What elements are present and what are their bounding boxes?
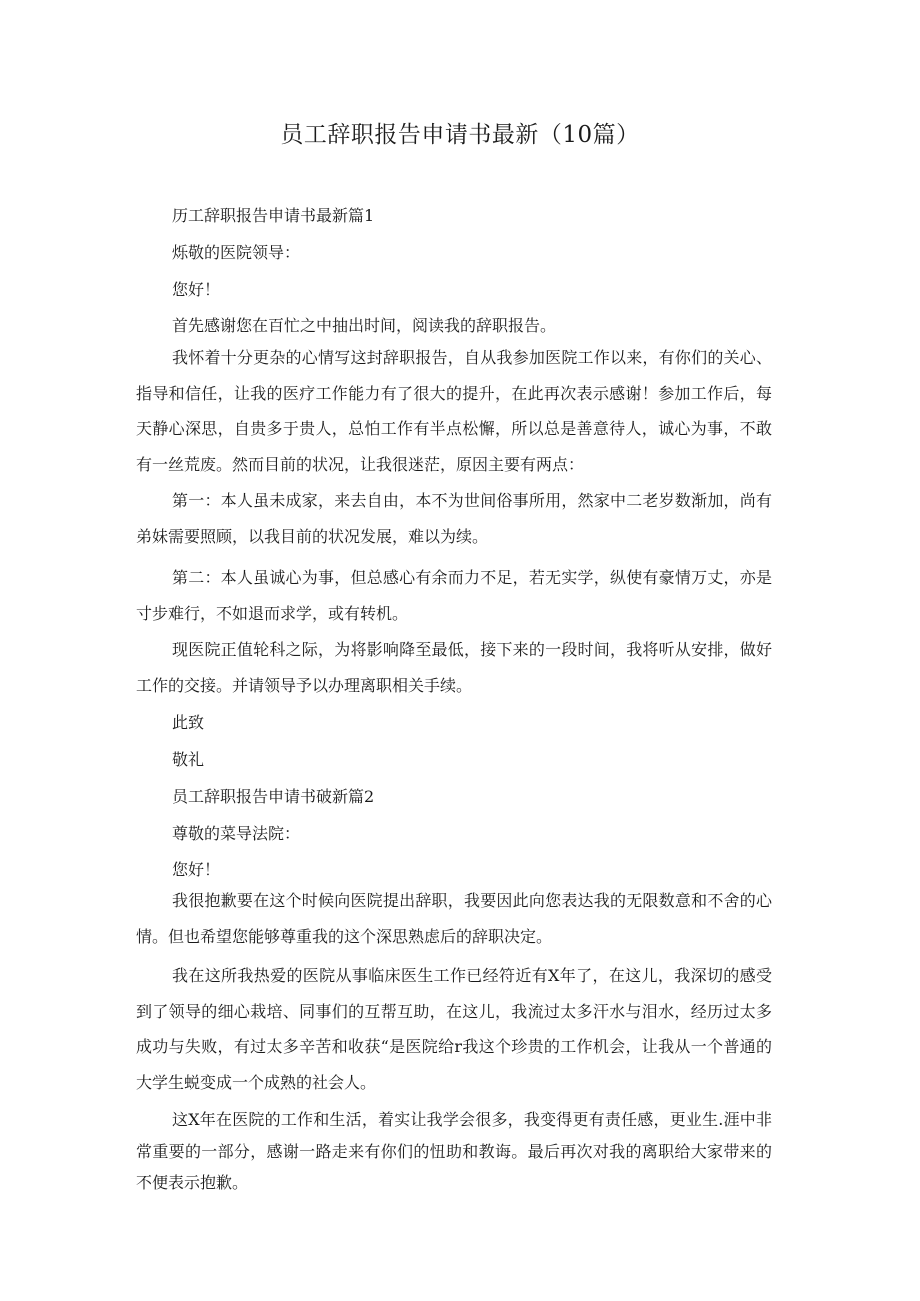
paragraph-handover: 现医院正值轮科之际，为将影响降至最低，接下来的一段时间，我将听从安排，做好工作的交接。并请领导予以办理离职相关手续。	[136, 640, 772, 695]
paragraph-reason-1: 第一：本人虽未成家，来去自由，本不为世间俗事所用，然家中二老岁数渐加，尚有弟妹需要照顾，以我目前的状况发展，难以为续。	[136, 491, 772, 546]
greeting-2: 您好！	[172, 860, 221, 879]
section-heading-2: 员工辞职报告申请书破新篇2	[172, 787, 375, 806]
paragraph-reason-2: 第二：本人虽诚心为事，但总感心有余而力不足，若无实学，纵使有豪情万丈，亦是寸步难行，不如退而求学，或有转机。	[136, 568, 772, 623]
greeting-1: 您好！	[172, 280, 221, 299]
paragraph-intro: 首先感谢您在百忙之中抽出时间，阅读我的辞职报告。	[172, 316, 557, 335]
section-heading-1: 历工辞职报告申请书最新篇1	[172, 206, 375, 225]
closing-2: 敬礼	[172, 750, 205, 769]
document-title: 员工辞职报告申请书最新（10篇）	[280, 122, 640, 148]
paragraph-experience: 我在这所我热爱的医院从事临床医生工作已经符近有X年了，在这儿，我深切的感受到了领导的细心栽培、同事们的互帮互助，在这儿，我流过太多汗水与泪水，经历过太多成功与失败，有过太多辛苦和收获“是医院给r我这个珍贵的工作机会，让我从一个普通的大学生蜕变成一个成熟的社会人。	[136, 966, 772, 1092]
salutation-2: 尊敬的菜导法院：	[172, 824, 301, 843]
closing-1: 此致	[172, 713, 205, 732]
salutation-1: 烁敬的医院领导：	[172, 243, 301, 262]
paragraph-gratitude: 这X年在医院的工作和生活，着实让我学会很多，我变得更有责任感，更业生.涯中非常重要的一部分，感谢一路走来有你们的忸助和教诲。最后再次对我的离职给大家带来的不便表示抱歉。	[136, 1110, 772, 1192]
paragraph-body-1: 我怀着十分更杂的心情写这封辞职报告，自从我参加医院工作以来，有你们的关心、指导和信任，让我的医疗工作能力有了很大的提升，在此再次表示感谢！参加工作后，每天静心深思，自贵多于贵人，总怕工作有半点松懈，所以总是善意待人，诚心为事，不敢有一丝荒废。然而目前的状况，让我很迷茫，原因主要有两点：	[136, 348, 772, 474]
paragraph-apology: 我很抱歉要在这个时候向医院提出辞职，我要因此向您表达我的无限数意和不舍的心情。但也希望您能够尊重我的这个深思熟虑后的辞职决定。	[136, 891, 772, 946]
